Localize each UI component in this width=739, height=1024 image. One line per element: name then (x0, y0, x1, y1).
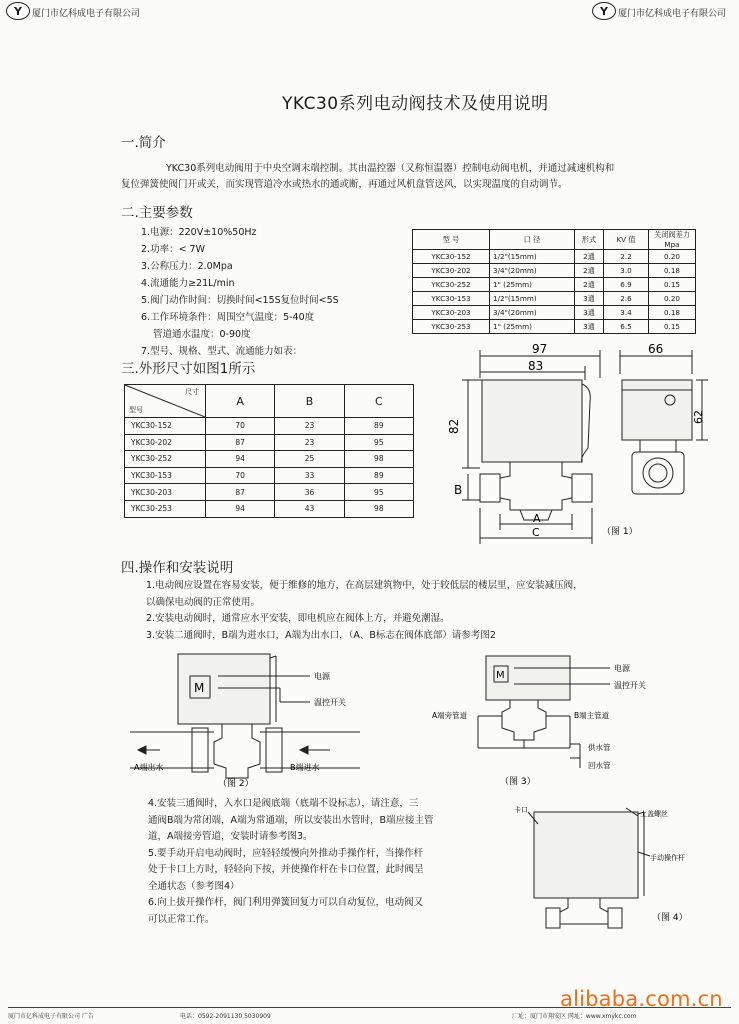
param-item: 7.型号、规格、型式、流通能力如表： (141, 346, 303, 357)
figure-4-diagram (508, 800, 708, 936)
section-2-heading: 二.主要参数 (121, 205, 193, 221)
table-row (125, 484, 414, 501)
table-header: C (344, 385, 413, 418)
header-company-right: 厦门市亿科成电子有限公司 (618, 9, 727, 19)
table-header: 口 径 (490, 230, 575, 250)
table-cell: 3通 (575, 306, 604, 320)
table-cell: 6.9 (604, 278, 649, 292)
para-line: 可以正常工作。 (148, 913, 215, 925)
dim-83: 83 (528, 359, 544, 373)
figure-2-diagram (130, 646, 400, 790)
fig2-label-b-in: B端进水 (290, 763, 320, 772)
company-logo: Y (6, 2, 30, 20)
table-cell: 0.18 (649, 306, 696, 320)
dim-66: 66 (648, 342, 664, 356)
table-cell: 0.15 (649, 278, 696, 292)
table-cell: 0.15 (649, 320, 696, 334)
table-header: KV 值 (604, 230, 649, 250)
fig3-label-switch: 温控开关 (614, 681, 646, 690)
dim-82: 82 (447, 418, 461, 434)
arrow-left-icon (138, 746, 160, 754)
fig2-label-switch: 温控开关 (314, 698, 346, 707)
section-4-heading: 四.操作和安装说明 (121, 560, 234, 576)
table-header-row (125, 385, 414, 418)
para-line: 4.安装三通阀时，入水口是阀底端（底端不设标志），请注意，三 (148, 798, 419, 809)
figure-4-caption: （图 4） (652, 913, 688, 923)
table-cell: 89 (344, 418, 413, 435)
table-cell: 95 (344, 434, 413, 451)
table-row (413, 250, 696, 264)
param-item: 1.电源：220V±10%50Hz (141, 227, 257, 238)
arrow-left-icon (300, 746, 330, 754)
para-line: 全通状态（参考图4） (148, 880, 240, 892)
table-cell: YKC30-152 (413, 250, 490, 264)
table-cell: YKC30-203 (125, 484, 206, 501)
fig2-label-a-out: A端出水 (134, 763, 164, 772)
table-row (125, 500, 414, 517)
table-cell: 3通 (575, 292, 604, 306)
model-spec-table (412, 229, 696, 334)
dim-97: 97 (532, 342, 548, 356)
section-4-para-2 (148, 796, 508, 928)
dim-A: A (533, 512, 541, 525)
para-line: 5.要手动开启电动阀时，应轻轻缓慢向外推动手操作杆，当操作杆 (148, 847, 424, 859)
section-1-line-2: 复位弹簧使阀门开或关，而实现管道冷水或热水的通或断，再通过风机盘管送风，以实现温度的自动调节。 (121, 179, 568, 190)
table-cell: 2通 (575, 264, 604, 278)
table-cell: 3.0 (604, 264, 649, 278)
table-cell: 3.4 (604, 306, 649, 320)
section-4-para-1 (146, 578, 706, 644)
table-header: 形式 (575, 230, 604, 250)
param-item: 2.功率：< 7W (141, 244, 205, 255)
figure-3-caption: （图 3） (500, 777, 536, 787)
param-list (141, 224, 411, 360)
table-cell: YKC30-153 (413, 292, 490, 306)
fig4-label-manual-lever: 手动操作杆 (650, 854, 685, 862)
m-motor-symbol: M (496, 670, 505, 681)
table-cell: YKC30-202 (125, 434, 206, 451)
table-cell: YKC30-202 (413, 264, 490, 278)
header-company-left: 厦门市亿科成电子有限公司 (32, 9, 141, 19)
para-line: 1.电动阀应设置在容易安装，便于维修的地方，在高层建筑物中，处于较低层的楼层里，应安装减压阀， (146, 580, 583, 591)
table-cell: 23 (275, 434, 344, 451)
table-cell: 87 (206, 484, 275, 501)
table-row (413, 292, 696, 306)
table-header-row (413, 230, 696, 250)
param-item: 4.流通能力≥21L/min (141, 278, 235, 289)
para-line: 通阀B端为常闭端，A端为常通端，所以安装出水管时，B端应接主管 (148, 814, 434, 826)
dimension-table (124, 384, 414, 518)
alibaba-watermark: alibaba.com.cn (560, 987, 723, 1011)
table-row (413, 320, 696, 334)
table-cell: 94 (206, 451, 275, 468)
para-line: 以确保电动阀的正常使用。 (146, 596, 261, 608)
table-cell: 43 (275, 500, 344, 517)
table-cell: YKC30-152 (125, 418, 206, 435)
company-logo-right: Y (592, 2, 616, 20)
fig3-label-return: 回水管 (588, 761, 611, 770)
table-cell: 1" (25mm) (490, 278, 575, 292)
table-cell: 94 (206, 500, 275, 517)
param-item: 管道通水温度：0-90度 (153, 329, 251, 340)
table-row (413, 278, 696, 292)
figure-2-caption: （图 2） (218, 779, 254, 789)
dim-62: 62 (692, 410, 705, 424)
table-cell: YKC30-203 (413, 306, 490, 320)
table-cell: YKC30-252 (413, 278, 490, 292)
table-cell: 23 (275, 418, 344, 435)
fig3-label-a-bypass: A端旁管道 (432, 711, 468, 720)
param-item: 5.阀门动作时间：切换时间<15S复位时间<5S (141, 295, 339, 306)
table-cell: 3/4"(20mm) (490, 264, 575, 278)
fig3-label-supply: 供水管 (588, 743, 611, 752)
fig3-label-power: 电源 (614, 664, 630, 673)
table-cell: 1" (25mm) (490, 320, 575, 334)
table-row (125, 434, 414, 451)
table-row (125, 418, 414, 435)
para-line: 6.向上拔开操作杆，阀门利用弹簧回复力可以自动复位，电动阀又 (148, 897, 424, 908)
table-cell: 2.6 (604, 292, 649, 306)
fig3-label-b-main: B端主管道 (574, 711, 610, 720)
section-1-heading: 一.简介 (121, 135, 166, 151)
fig4-label-top-screw: 上盖螺丝 (640, 810, 668, 818)
table-cell: 33 (275, 467, 344, 484)
table-row (413, 264, 696, 278)
table-cell: 70 (206, 467, 275, 484)
footer-right: 厂址：厦门市翔安区 网址：www.xmykc.com (512, 1013, 637, 1020)
table-cell: 98 (344, 451, 413, 468)
figure-1-diagram (440, 338, 710, 550)
m-motor-symbol: M (194, 681, 205, 695)
table-cell: 70 (206, 418, 275, 435)
corner-label-top: 尺寸 (185, 388, 199, 396)
table-cell: 3通 (575, 320, 604, 334)
fig4-label-notch: 卡口 (514, 806, 528, 814)
table-header: B (275, 385, 344, 418)
corner-label-bottom: 型号 (129, 406, 143, 414)
dim-C: C (532, 526, 540, 539)
para-line: 3.安装二通阀时，B端为进水口，A端为出水口，（A、B标志在阀体底部）请参考图2 (146, 629, 496, 641)
section-3-heading: 三.外形尺寸如图1所示 (121, 361, 256, 377)
section-1-line-1: YKC30系列电动阀用于中央空调末端控制。其由温控器（又称恒温器）控制电动阀电机，并通过减速机构和 (166, 163, 615, 174)
param-item: 6.工作环境条件：周围空气温度：5-40度 (141, 312, 315, 323)
table-row (413, 306, 696, 320)
table-cell: 2通 (575, 250, 604, 264)
param-item: 3.公称压力：2.0Mpa (141, 261, 233, 272)
table-cell: 0.20 (649, 250, 696, 264)
table-cell: 2.2 (604, 250, 649, 264)
table-header: 关闭阀差力Mpa (649, 230, 696, 250)
fig2-label-power: 电源 (314, 672, 330, 681)
table-header: A (206, 385, 275, 418)
dim-B: B (454, 483, 463, 497)
table-cell: YKC30-253 (125, 500, 206, 517)
table-cell: 0.20 (649, 292, 696, 306)
table-corner-cell (125, 385, 206, 418)
para-line: 处于卡口上方时，轻轻向下按，并使操作杆在卡口位置，此时阀呈 (148, 864, 424, 875)
table-cell: 3/4"(20mm) (490, 306, 575, 320)
table-cell: YKC30-253 (413, 320, 490, 334)
table-cell: 2通 (575, 278, 604, 292)
para-line: 2.安装电动阀时，通常应水平安装，即电机应在阀体上方，并避免潮湿。 (146, 613, 450, 624)
table-cell: 95 (344, 484, 413, 501)
table-cell: 25 (275, 451, 344, 468)
table-cell: 1/2"(15mm) (490, 250, 575, 264)
figure-3-diagram (430, 648, 680, 788)
figure-1-caption: （图 1） (602, 527, 638, 537)
footer-mid: 电话：0592-2091130 5030909 (180, 1013, 271, 1020)
para-line: 道，A端接旁管道，安装时请参考图3。 (148, 831, 313, 842)
footer-left: 厦门市亿科成电子有限公司 广告 (8, 1013, 94, 1020)
table-cell: YKC30-252 (125, 451, 206, 468)
table-cell: 6.5 (604, 320, 649, 334)
document-title: YKC30系列电动阀技术及使用说明 (282, 94, 549, 114)
table-cell: YKC30-153 (125, 467, 206, 484)
table-cell: 98 (344, 500, 413, 517)
table-cell: 1/2"(15mm) (490, 292, 575, 306)
table-cell: 89 (344, 467, 413, 484)
table-cell: 0.18 (649, 264, 696, 278)
table-row (125, 451, 414, 468)
table-header: 型 号 (413, 230, 490, 250)
table-row (125, 467, 414, 484)
table-cell: 36 (275, 484, 344, 501)
table-cell: 87 (206, 434, 275, 451)
